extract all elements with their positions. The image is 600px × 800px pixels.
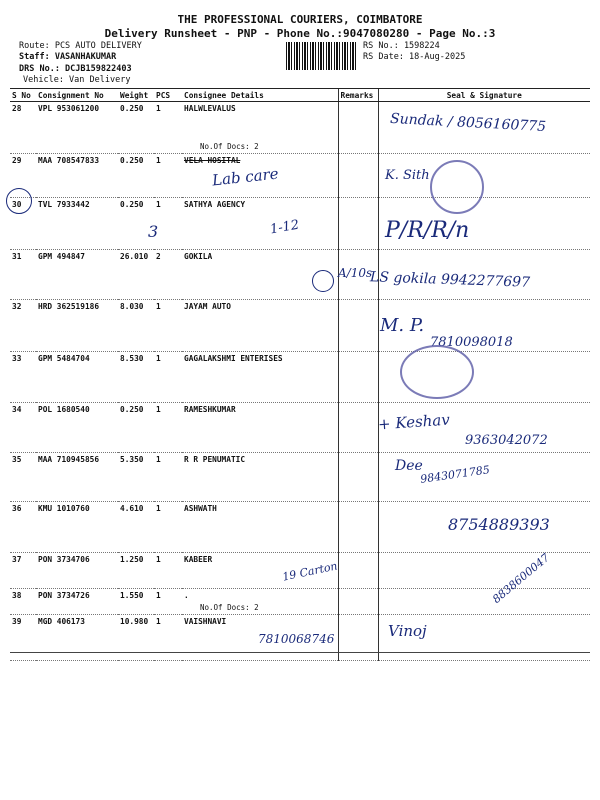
cell-pcs: 1 (154, 553, 182, 589)
cell-sno: 36 (10, 502, 36, 553)
cell-consignee: GOKILA (182, 250, 338, 300)
handwriting-note-30b: 1-12 (268, 217, 301, 238)
handwriting-remark-37: 19 Carton (281, 559, 339, 584)
cell-consignment: PON 3734706 (36, 553, 118, 589)
cell-pcs: 1 (154, 198, 182, 250)
handwriting-signature-39: Vinoj (388, 622, 427, 640)
cell-remarks (338, 102, 378, 154)
handwriting-phone-34: 9363042072 (465, 433, 548, 448)
cell-consignee: VAISHNAVI (182, 615, 338, 661)
col-consignment: Consignment No (36, 89, 118, 102)
cell-sno: 31 (10, 250, 36, 300)
consignee-name: HALWLEVALUS (184, 104, 236, 113)
consignee-name: VELA HOSITAL (184, 156, 241, 165)
cell-sno: 34 (10, 403, 36, 453)
cell-pcs: 1 (154, 300, 182, 352)
runsheet-title: Delivery Runsheet - PNP - Phone No.:9047080280 - Page No.:3 (104, 27, 496, 40)
cell-remarks (338, 589, 378, 615)
docs-count: No.Of Docs: 2 (200, 142, 259, 151)
handwriting-signature-32: M. P. (380, 315, 425, 336)
table-row (10, 198, 590, 250)
table-header (10, 89, 590, 102)
cell-sno: 38 (10, 589, 36, 615)
cell-pcs: 1 (154, 589, 182, 615)
cell-sno: 32 (10, 300, 36, 352)
circle-mark-30 (6, 188, 32, 214)
cell-consignee: JAYAM AUTO (182, 300, 338, 352)
rs-date: RS Date: 18-Aug-2025 (363, 52, 466, 62)
handwriting-signature-28: Sundak / 8056160775 (389, 110, 547, 136)
cell-sno: 30 (10, 198, 36, 250)
cell-consignment: KMU 1010760 (36, 502, 118, 553)
cell-consignee: RAMESHKUMAR (182, 403, 338, 453)
cell-remarks (338, 352, 378, 403)
consignee-name: . (184, 591, 189, 600)
cell-weight: 26.010 (118, 250, 154, 300)
handwriting-phone-35: 9843071785 (419, 463, 491, 486)
cell-seal (378, 589, 590, 615)
handwriting-note-29: Lab care (211, 164, 280, 190)
cell-weight: 8.030 (118, 300, 154, 352)
cell-weight: 4.610 (118, 502, 154, 553)
cell-pcs: 1 (154, 502, 182, 553)
col-pcs: PCS (154, 89, 182, 102)
cell-remarks (338, 615, 378, 661)
col-remarks: Remarks (338, 89, 378, 102)
cell-consignment: MAA 710945856 (36, 453, 118, 502)
cell-weight: 1.250 (118, 553, 154, 589)
cell-weight: 0.250 (118, 198, 154, 250)
cell-consignee: R R PENUMATIC (182, 453, 338, 502)
company-stamp (400, 345, 474, 399)
docs-count: No.Of Docs: 2 (200, 603, 259, 612)
handwriting-note-30a: 3 (148, 222, 159, 241)
cell-sno: 28 (10, 102, 36, 154)
cell-consignee: SATHYA AGENCY (182, 198, 338, 250)
circle-mark-31 (312, 270, 334, 292)
cell-pcs: 1 (154, 352, 182, 403)
handwriting-remark-31: A/10s (338, 266, 373, 280)
cell-remarks (338, 154, 378, 198)
cell-pcs: 1 (154, 154, 182, 198)
cell-weight: 0.250 (118, 403, 154, 453)
cell-seal (378, 553, 590, 589)
company-stamp (430, 160, 484, 214)
handwriting-phone-37: 8838600047 (490, 551, 552, 606)
cell-weight: 0.250 (118, 154, 154, 198)
cell-pcs: 1 (154, 403, 182, 453)
cell-consignment: VPL 953061200 (36, 102, 118, 154)
table-row (10, 154, 590, 198)
handwriting-signature-34: + Keshav (377, 410, 451, 434)
cell-consignment: PON 3734726 (36, 589, 118, 615)
handwriting-phone-36: 8754889393 (448, 515, 550, 534)
table-row (10, 352, 590, 403)
cell-weight: 5.350 (118, 453, 154, 502)
cell-consignee: ASHWATH (182, 502, 338, 553)
cell-sno: 33 (10, 352, 36, 403)
table-bottom-border (10, 652, 590, 653)
cell-pcs: 1 (154, 453, 182, 502)
handwriting-phone-32: 7810098018 (430, 335, 513, 350)
cell-sno: 35 (10, 453, 36, 502)
cell-consignee (182, 102, 338, 154)
cell-pcs: 1 (154, 615, 182, 661)
cell-remarks (338, 403, 378, 453)
cell-pcs: 2 (154, 250, 182, 300)
table-row (10, 453, 590, 502)
cell-consignment: TVL 7933442 (36, 198, 118, 250)
company-title: THE PROFESSIONAL COURIERS, COIMBATORE (177, 13, 423, 26)
handwriting-phone-39: 7810068746 (258, 632, 335, 646)
handwriting-signature-29: K. Sith (385, 168, 430, 183)
rs-number: RS No.: 1598224 (363, 41, 440, 51)
cell-consignee: GAGALAKSHMI ENTERISES (182, 352, 338, 403)
cell-sno: 39 (10, 615, 36, 661)
col-consignee: Consignee Details (182, 89, 338, 102)
cell-consignment: MGD 406173 (36, 615, 118, 661)
route-text: Route: PCS AUTO DELIVERY (19, 41, 142, 51)
handwriting-signature-31: LS gokila 9942277697 (369, 269, 531, 291)
col-sno: S No (10, 89, 36, 102)
cell-weight: 0.250 (118, 102, 154, 154)
col-seal: Seal & Signature (378, 89, 590, 102)
col-weight: Weight (118, 89, 154, 102)
barcode (286, 42, 358, 70)
cell-consignment: GPM 494847 (36, 250, 118, 300)
cell-remarks (338, 502, 378, 553)
vehicle-text: Vehicle: Van Delivery (23, 75, 131, 85)
cell-consignment: MAA 708547833 (36, 154, 118, 198)
cell-consignment: HRD 362519186 (36, 300, 118, 352)
cell-sno: 29 (10, 154, 36, 198)
cell-weight: 10.980 (118, 615, 154, 661)
handwriting-signature-30: P/R/R/n (385, 218, 470, 243)
staff-text: Staff: VASANHAKUMAR (19, 52, 117, 62)
handwriting-signature-35: Dee (395, 458, 423, 474)
cell-weight: 1.550 (118, 589, 154, 615)
cell-remarks (338, 300, 378, 352)
cell-remarks (338, 198, 378, 250)
cell-remarks (338, 453, 378, 502)
cell-consignee (182, 589, 338, 615)
cell-remarks (338, 553, 378, 589)
cell-sno: 37 (10, 553, 36, 589)
cell-consignment: POL 1680540 (36, 403, 118, 453)
cell-consignment: GPM 5484704 (36, 352, 118, 403)
cell-consignee: KABEER (182, 553, 338, 589)
drs-text: DRS No.: DCJB159822403 (19, 64, 132, 74)
cell-weight: 8.530 (118, 352, 154, 403)
cell-pcs: 1 (154, 102, 182, 154)
